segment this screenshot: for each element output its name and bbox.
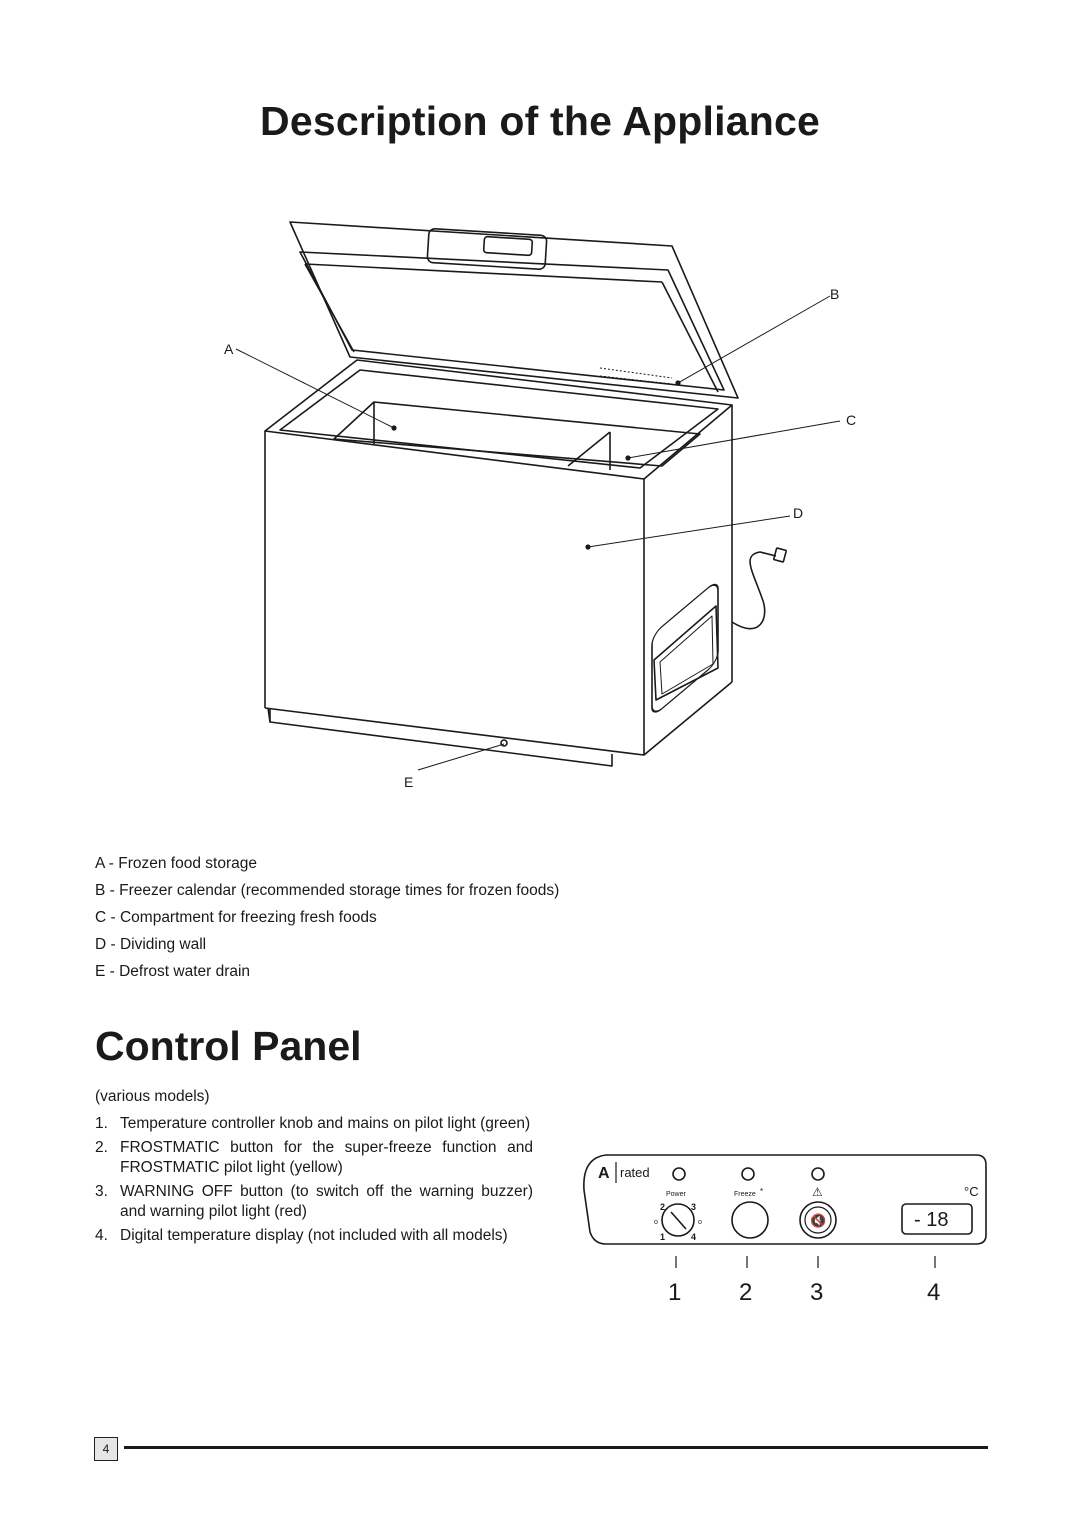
list-item: 4. Digital temperature display (not included with all models) (95, 1227, 508, 1244)
warning-icon: ⚠ (812, 1185, 823, 1199)
callout-a: A (224, 341, 234, 357)
knob-pointer (671, 1212, 686, 1229)
unit-label: °C (964, 1184, 979, 1199)
legend-item-d: D - Dividing wall (95, 936, 207, 953)
list-item: 3. WARNING OFF button (to switch off the warning buzzer) and warning pilot light (red) (95, 1183, 533, 1220)
vent-grille (654, 606, 718, 700)
power-cord (732, 552, 776, 629)
freeze-label: Freeze (734, 1191, 756, 1198)
legend-item-a: A - Frozen food storage (95, 855, 257, 872)
page-number: 4 (94, 1437, 118, 1461)
frostmatic-button[interactable] (732, 1202, 768, 1238)
temperature-display-value: - 18 (914, 1209, 949, 1231)
legend-item-c: C - Compartment for freezing fresh foods (95, 909, 377, 926)
list-item: 2. FROSTMATIC button for the super-freeze function and FROSTMATIC pilot light (yellow) (95, 1139, 533, 1176)
callout-e: E (404, 774, 414, 790)
indicator-1: 1 (668, 1279, 682, 1306)
control-panel-illustration (580, 1150, 992, 1310)
indicator-2: 2 (739, 1279, 753, 1306)
warning-pilot-light (812, 1168, 824, 1180)
knob-number: 1 (660, 1232, 666, 1242)
list-item: 1. Temperature controller knob and mains on pilot light (green) (95, 1115, 531, 1132)
knob-dot: o (698, 1219, 702, 1226)
freeze-pilot-light (742, 1168, 754, 1180)
indicator-4: 4 (927, 1279, 941, 1306)
knob-dot: o (654, 1219, 658, 1226)
freeze-mark: * (760, 1187, 764, 1196)
knob-number: 3 (691, 1202, 697, 1212)
freezer-rim (265, 360, 732, 479)
indicator-3: 3 (810, 1279, 824, 1306)
legend-item-b: B - Freezer calendar (recommended storage times for frozen foods) (95, 882, 560, 899)
models-note: (various models) (95, 1088, 210, 1105)
callout-c: C (846, 412, 857, 428)
callout-d: D (793, 505, 804, 521)
control-panel-list (95, 1114, 533, 1250)
callout-b: B (830, 286, 840, 302)
energy-rating-letter: A (598, 1165, 610, 1182)
energy-rating-text: rated (620, 1165, 650, 1180)
legend-item-e: E - Defrost water drain (95, 963, 251, 980)
power-pilot-light (673, 1168, 685, 1180)
speaker-off-icon: 🔇 (810, 1213, 827, 1228)
section-title-control-panel: Control Panel (95, 1023, 362, 1069)
knob-number: 4 (691, 1232, 697, 1242)
knob-number: 2 (660, 1202, 666, 1212)
appliance-legend (95, 850, 559, 985)
page-title: Description of the Appliance (260, 98, 820, 144)
freezer-body (265, 405, 732, 766)
footer-rule (124, 1446, 988, 1449)
freezer-calendar-mark (600, 368, 672, 384)
power-label: Power (666, 1191, 686, 1198)
